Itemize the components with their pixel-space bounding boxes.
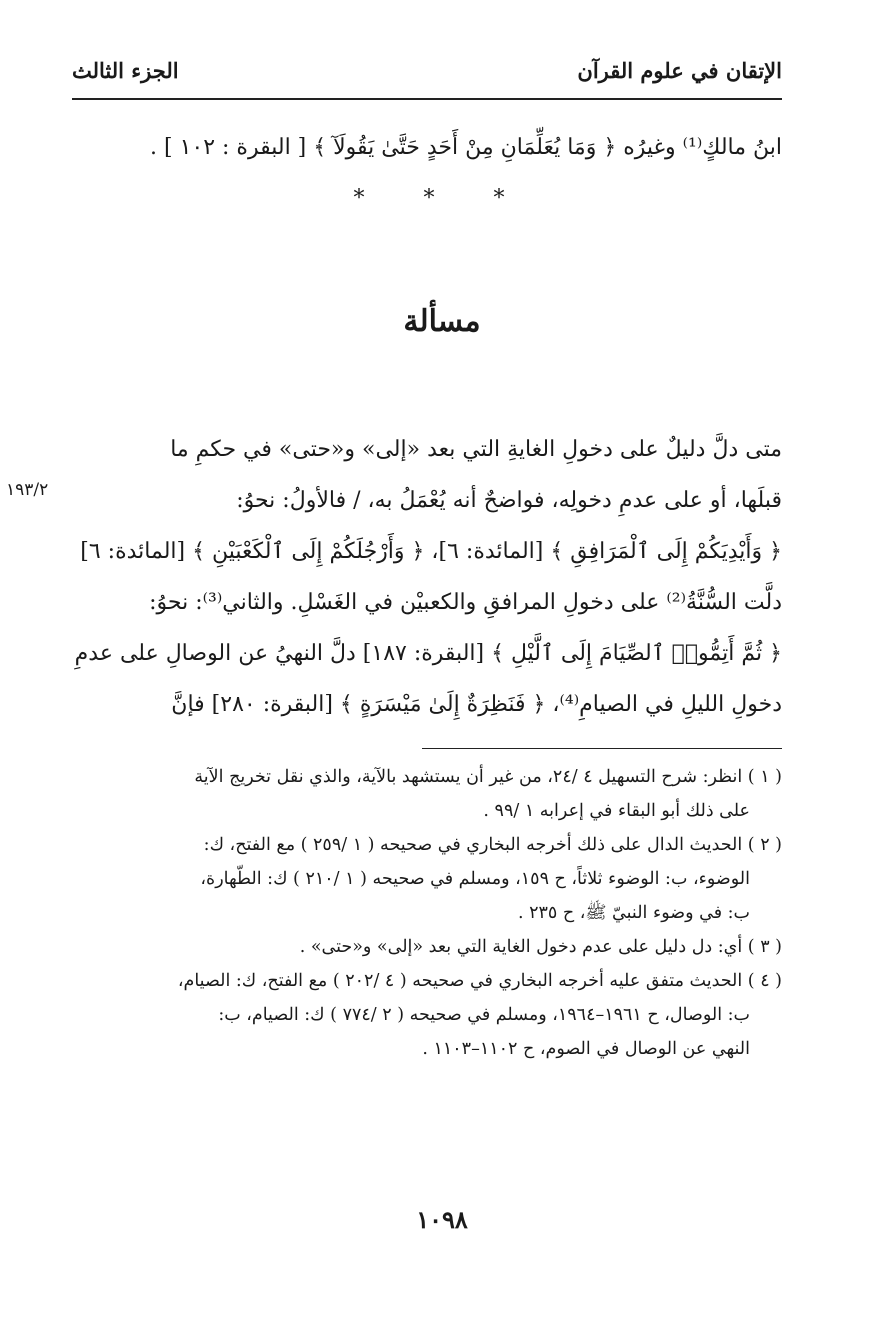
continuation-line: ابنُ مالكٍ⁽¹⁾ وغيرُه ﴿ وَمَا يُعَلِّمَانِ مِنْ أَحَدٍ حَتَّىٰ يَقُولَآ ﴾ [ البقرة : ١٠٢ ] . — [150, 135, 782, 160]
footnote-line: النهي عن الوصال في الصوم، ح ١١٠٢–١١٠٣ . — [422, 1039, 750, 1059]
footnote-3 — [72, 930, 782, 964]
footnote-4 — [72, 964, 782, 1066]
margin-page-reference: ١٩٣/٢ — [6, 480, 49, 500]
page-header — [72, 52, 782, 100]
body-line: دلَّت السُّنَّةُ⁽²⁾ على دخولِ المرافقِ والكعبيْن في الغَسْلِ. والثاني⁽³⁾: نحوُ: — [149, 590, 782, 615]
book-title: الإتقان في علوم القرآن — [577, 58, 782, 83]
section-heading: مسألة — [403, 304, 481, 339]
footnote-line: ب: في وضوء النبيّ ﷺ، ح ٢٣٥ . — [517, 903, 750, 923]
footnote-divider — [422, 748, 782, 749]
footnote-line: ( ٣ ) أي: دل دليل على عدم دخول الغاية التي بعد «إلى» و«حتى» . — [299, 937, 782, 957]
body-line: قبلَها، أو على عدمِ دخولِه، فواضحٌ أنه يُعْمَلُ به، / فالأولُ: نحوُ: — [236, 488, 782, 513]
section-separator: * * * — [353, 186, 531, 211]
body-line: متى دلَّ دليلٌ على دخولِ الغايةِ التي بعد «إلى» و«حتى» في حكمِ ما — [170, 437, 782, 462]
body-line: ﴿ ثُمَّ أَتِمُّوا۟ ٱلصِّيَامَ إِلَى ٱلَّيْلِ ﴾ [البقرة: ١٨٧] دلَّ النهيُ عن الوصالِ على عدمِ — [74, 641, 782, 666]
footnote-line: ( ٤ ) الحديث متفق عليه أخرجه البخاري في صحيحه ( ٤ /٢٠٢ ) مع الفتح، ك: الصيام، — [177, 971, 782, 991]
footnote-line: ( ١ ) انظر: شرح التسهيل ٤ /٢٤، من غير أن يستشهد بالآية، والذي نقل تخريج الآية — [194, 767, 782, 787]
footnote-line: الوضوء، ب: الوضوء ثلاثاً، ح ١٥٩، ومسلم في صحيحه ( ١ /٢١٠ ) ك: الطّهارة، — [200, 869, 750, 889]
body-line: دخولِ الليلِ في الصيامِ⁽⁴⁾، ﴿ فَنَظِرَةٌ إِلَىٰ مَيْسَرَةٍ ﴾ [البقرة: ٢٨٠] فإنَّ — [171, 692, 782, 717]
page-number: ١٠٩٨ — [416, 1205, 468, 1234]
volume-label: الجزء الثالث — [72, 58, 179, 83]
main-paragraph — [72, 424, 782, 730]
footnote-line: على ذلك أبو البقاء في إعرابه ١ /٩٩ . — [483, 801, 750, 821]
footnote-line: ب: الوصال، ح ١٩٦١–١٩٦٤، ومسلم في صحيحه ( ٢ /٧٧٤ ) ك: الصيام، ب: — [218, 1005, 750, 1025]
footnote-1 — [72, 760, 782, 828]
footnotes — [72, 760, 782, 1066]
body-line: ﴿ وَأَيْدِيَكُمْ إِلَى ٱلْمَرَافِقِ ﴾ [المائدة: ٦]، ﴿ وَأَرْجُلَكُمْ إِلَى ٱلْكَعْبَيْنِ ﴾ [المائدة: ٦] — [80, 539, 782, 564]
footnote-2 — [72, 828, 782, 930]
footnote-line: ( ٢ ) الحديث الدال على ذلك أخرجه البخاري في صحيحه ( ١ /٢٥٩ ) مع الفتح، ك: — [203, 835, 782, 855]
